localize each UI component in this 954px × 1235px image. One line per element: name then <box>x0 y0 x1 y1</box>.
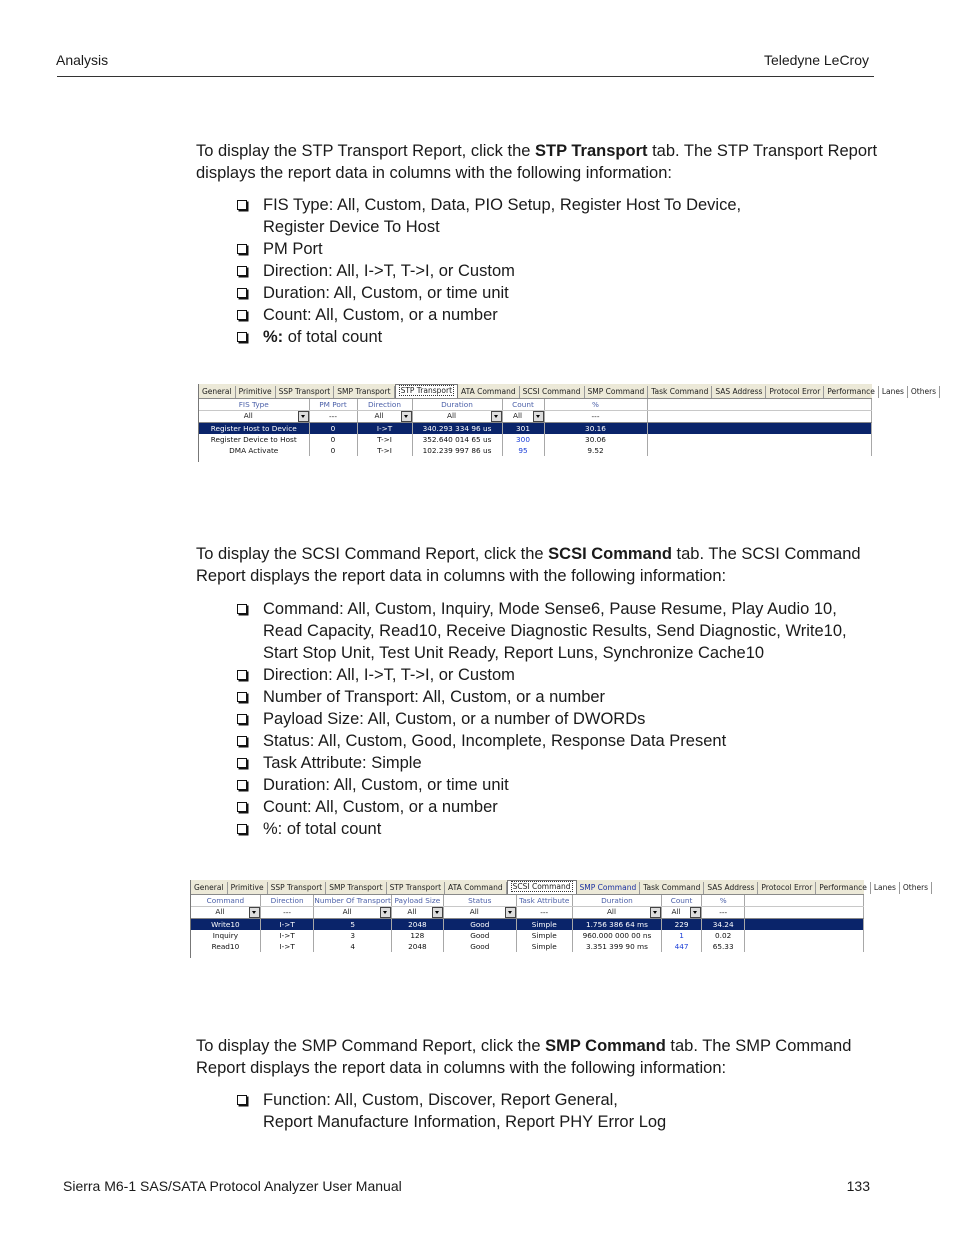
tab-label: Performance <box>819 883 867 892</box>
tab-label: Performance <box>827 387 875 396</box>
cell-text: 30.16 <box>585 424 606 433</box>
cell-text: 3 <box>350 931 355 940</box>
cell-text: 0 <box>330 424 336 433</box>
tab-lanes[interactable] <box>879 386 908 398</box>
tab-smp-command[interactable] <box>577 882 641 894</box>
tab-label: ATA Command <box>448 883 503 892</box>
cell-text: Read10 <box>211 942 240 951</box>
running-header-company: Teledyne LeCroy <box>763 52 869 68</box>
checkbox-bullet-icon <box>237 670 247 680</box>
filter-dropdown-payload-size[interactable] <box>391 907 443 919</box>
table-cell <box>314 930 392 941</box>
column-header-task-attribute[interactable]: Task Attribute <box>516 895 572 907</box>
list-item: Number of Transport: All, Custom, or a number <box>236 686 876 708</box>
cell-text: 1.756 386 64 ms <box>585 920 648 929</box>
filter-value: All <box>512 411 523 420</box>
cell-text: 340.293 334 96 us <box>422 424 492 433</box>
table-cell <box>391 930 443 941</box>
table-cell <box>309 423 357 435</box>
cell-text: 352.640 014 65 us <box>422 435 492 444</box>
tab-others[interactable] <box>900 882 932 894</box>
filter-value: All <box>407 907 417 916</box>
tab-protocol-error[interactable] <box>766 386 824 398</box>
table-cell <box>443 941 516 952</box>
cell-text: 0 <box>330 435 336 444</box>
empty-cell <box>745 919 864 931</box>
column-header-duration[interactable]: Duration <box>412 399 502 411</box>
table-cell <box>191 941 260 952</box>
filter-value: All <box>243 411 253 420</box>
count-link[interactable]: 447 <box>674 942 689 951</box>
tab-primitive[interactable] <box>228 882 268 894</box>
smp-bullet-list <box>236 1089 876 1133</box>
smp-intro-paragraph: To display the SMP Command Report, click the SMP Command tab. The SMP Command Report displays the report data in columns with the following information: <box>196 1037 852 1077</box>
tab-protocol-error[interactable] <box>758 882 816 894</box>
filter-dropdown- <box>701 907 745 919</box>
cell-text: Inquiry <box>212 931 239 940</box>
stp-report-table <box>199 399 872 456</box>
table-cell <box>199 423 309 435</box>
tab-label: STP Transport <box>400 386 453 395</box>
tab-performance[interactable] <box>816 882 871 894</box>
scsi-intro-paragraph: To display the SCSI Command Report, click the SCSI Command tab. The SCSI Command Report displays the report data in columns with the following information: <box>196 545 861 585</box>
filter-dropdown-count[interactable] <box>502 411 544 423</box>
filter-value: --- <box>591 412 600 421</box>
count-link[interactable]: 1 <box>679 931 684 940</box>
table-cell <box>701 930 745 941</box>
column-header-row <box>191 895 864 907</box>
tab-scsi-command[interactable] <box>520 386 585 398</box>
tab-lanes[interactable] <box>871 882 900 894</box>
dropdown-arrow-icon[interactable] <box>505 907 516 918</box>
scsi-bullet-list <box>236 598 876 840</box>
table-cell <box>391 941 443 952</box>
filter-value: All <box>671 907 681 916</box>
table-cell <box>443 919 516 931</box>
column-header-status[interactable]: Status <box>443 895 516 907</box>
table-cell <box>502 434 544 445</box>
list-item: Direction: All, I->T, T->I, or Custom <box>236 260 876 282</box>
table-cell <box>191 919 260 931</box>
count-link[interactable]: 95 <box>518 446 528 455</box>
list-item: Command: All, Custom, Inquiry, Mode Sense6, Pause Resume, Play Audio 10, Read Capacity, Read10, Receive Diagnostic Results, Send Diagnostic, Write10, Start Stop Unit, Test Unit Ready, Report Luns, Synchronize Cache10 <box>236 598 876 664</box>
table-cell <box>502 445 544 456</box>
list-item: Task Attribute: Simple <box>236 752 876 774</box>
count-link[interactable]: 300 <box>516 435 530 444</box>
filter-dropdown-direction <box>260 907 314 919</box>
tab-general[interactable] <box>191 882 228 894</box>
table-cell <box>516 919 572 931</box>
filter-dropdown-command[interactable] <box>191 907 260 919</box>
tab-label: STP Transport <box>389 883 442 892</box>
report-tab-bar <box>191 880 929 895</box>
column-header-direction[interactable]: Direction <box>357 399 412 411</box>
empty-cell <box>647 423 871 435</box>
filter-value: All <box>374 411 384 420</box>
table-cell <box>260 941 314 952</box>
report-tab-bar <box>199 384 937 399</box>
stp-report-screenshot <box>198 384 937 462</box>
cell-text: 2048 <box>408 942 427 951</box>
stp-bullet-list <box>236 194 876 348</box>
column-header-number-of-transport[interactable]: Number Of Transport <box>314 896 391 905</box>
table-cell <box>662 919 702 931</box>
cell-text: 65.33 <box>712 942 734 951</box>
tab-label: ATA Command <box>461 387 516 396</box>
dropdown-arrow-icon[interactable] <box>249 907 260 918</box>
tab-label: SCSI Command <box>522 387 581 396</box>
tab-label: SAS Address <box>707 883 755 892</box>
filter-value: All <box>446 411 457 420</box>
table-cell <box>391 919 443 931</box>
filter-value: All <box>469 907 479 916</box>
filter-value: All <box>342 907 352 916</box>
dropdown-arrow-icon[interactable] <box>298 411 309 422</box>
cell-text: T->I <box>377 435 392 444</box>
checkbox-bullet-icon <box>237 714 247 724</box>
filter-dropdown-duration[interactable] <box>412 411 502 423</box>
tab-task-command[interactable] <box>648 386 712 398</box>
table-cell <box>191 930 260 941</box>
tab-label: Protocol Error <box>769 387 821 396</box>
tab-performance[interactable] <box>824 386 879 398</box>
tab-label: Task Command <box>651 387 709 396</box>
checkbox-bullet-icon <box>237 692 247 702</box>
filter-dropdown-status[interactable] <box>443 907 516 919</box>
tab-label: SSP Transport <box>270 883 323 892</box>
checkbox-bullet-icon <box>237 780 247 790</box>
tab-label: Primitive <box>230 883 264 892</box>
dropdown-arrow-icon[interactable] <box>650 907 661 918</box>
cell-text: 0.02 <box>715 931 732 940</box>
dropdown-arrow-icon[interactable] <box>491 411 502 422</box>
empty-cell <box>745 907 864 919</box>
tab-label: General <box>202 387 232 396</box>
cell-text: Good <box>470 942 490 951</box>
table-row[interactable] <box>199 423 871 435</box>
cell-text: 128 <box>410 931 425 940</box>
footer-manual-title: Sierra M6-1 SAS/SATA Protocol Analyzer User Manual <box>63 1178 402 1194</box>
cell-text: 2048 <box>408 920 427 929</box>
table-cell <box>199 445 309 456</box>
tab-label: Others <box>910 387 937 396</box>
table-cell <box>701 941 745 952</box>
table-cell <box>544 445 647 456</box>
dropdown-arrow-icon[interactable] <box>380 907 391 918</box>
tab-label: General <box>194 883 224 892</box>
checkbox-bullet-icon <box>237 758 247 768</box>
table-cell <box>357 445 412 456</box>
tab-label: SMP Command <box>579 883 637 892</box>
table-row[interactable] <box>191 919 864 931</box>
table-cell <box>572 919 662 931</box>
table-cell <box>412 445 502 456</box>
tab-smp-transport[interactable] <box>334 386 394 398</box>
filter-value: --- <box>283 908 292 917</box>
list-item: %: of total count <box>236 326 876 348</box>
empty-cell <box>745 941 864 952</box>
cell-text: Write10 <box>211 920 240 929</box>
tab-stp-transport[interactable] <box>395 384 458 398</box>
tab-stp-transport[interactable] <box>387 882 445 894</box>
cell-text: 0 <box>330 446 336 455</box>
tab-label: SMP Transport <box>329 883 383 892</box>
list-item: Count: All, Custom, or a number <box>236 304 876 326</box>
dropdown-arrow-icon[interactable] <box>690 907 701 918</box>
column-header-[interactable]: % <box>701 895 745 907</box>
table-cell <box>309 445 357 456</box>
table-row[interactable] <box>199 445 871 456</box>
filter-dropdown-duration[interactable] <box>572 907 662 919</box>
tab-sas-address[interactable] <box>704 882 758 894</box>
dropdown-arrow-icon[interactable] <box>432 907 443 918</box>
table-cell <box>314 941 392 952</box>
checkbox-bullet-icon <box>237 604 247 614</box>
tab-ata-command[interactable] <box>445 882 507 894</box>
cell-text: Good <box>470 931 490 940</box>
column-header-duration[interactable]: Duration <box>572 895 662 907</box>
list-item: Count: All, Custom, or a number <box>236 796 876 818</box>
count-link[interactable]: 229 <box>674 920 689 929</box>
cell-text: Good <box>470 920 490 929</box>
filter-row <box>191 907 864 919</box>
list-item: Duration: All, Custom, or time unit <box>236 774 876 796</box>
list-item: Status: All, Custom, Good, Incomplete, Response Data Present <box>236 730 876 752</box>
cell-text: 960.000 000 00 ns <box>582 931 652 940</box>
table-cell <box>412 423 502 435</box>
filter-dropdown-number-of-transport[interactable] <box>314 907 392 919</box>
scsi-report-screenshot <box>190 880 929 958</box>
list-item: Direction: All, I->T, T->I, or Custom <box>236 664 876 686</box>
filter-dropdown-fis-type[interactable] <box>199 411 309 423</box>
column-header-count[interactable]: Count <box>502 399 544 411</box>
list-item: PM Port <box>236 238 876 260</box>
column-header-command[interactable]: Command <box>191 895 260 907</box>
tab-label: SMP Command <box>587 387 645 396</box>
tab-ssp-transport[interactable] <box>268 882 327 894</box>
tab-label: Protocol Error <box>761 883 813 892</box>
checkbox-bullet-icon <box>237 802 247 812</box>
filter-dropdown-direction[interactable] <box>357 411 412 423</box>
column-header-count[interactable]: Count <box>662 895 702 907</box>
tab-smp-command[interactable] <box>585 386 649 398</box>
header-rule <box>57 76 874 77</box>
table-cell <box>357 434 412 445</box>
tab-label: Primitive <box>238 387 272 396</box>
list-item: FIS Type: All, Custom, Data, PIO Setup, Register Host To Device, Register Device To Host <box>236 194 876 238</box>
tab-others[interactable] <box>908 386 940 398</box>
cell-text: Register Host to Device <box>210 424 297 433</box>
cell-text: 102.239 997 86 us <box>422 446 492 455</box>
table-cell <box>516 930 572 941</box>
column-header-direction[interactable]: Direction <box>260 895 314 907</box>
column-header-payload-size[interactable]: Payload Size <box>391 895 443 907</box>
column-header-row <box>199 399 871 411</box>
tab-label: SCSI Command <box>512 882 571 891</box>
filter-row <box>199 411 871 423</box>
table-cell <box>309 434 357 445</box>
tab-ssp-transport[interactable] <box>276 386 335 398</box>
dropdown-arrow-icon[interactable] <box>401 411 412 422</box>
count-link[interactable]: 301 <box>516 424 530 433</box>
cell-text: I->T <box>279 931 295 940</box>
tab-label: Task Command <box>643 883 701 892</box>
cell-text: 34.24 <box>712 920 734 929</box>
empty-cell <box>647 411 871 423</box>
empty-cell <box>745 895 864 907</box>
checkbox-bullet-icon <box>237 332 247 342</box>
tab-label: Lanes <box>873 883 896 892</box>
tab-label: Others <box>902 883 929 892</box>
tab-label: Lanes <box>881 387 904 396</box>
table-cell <box>662 941 702 952</box>
table-row[interactable] <box>191 941 864 952</box>
tab-label: SMP Transport <box>337 387 391 396</box>
table-row[interactable] <box>199 434 871 445</box>
cell-text: 9.52 <box>587 446 604 455</box>
running-header-section: Analysis <box>56 52 109 68</box>
cell-text: T->I <box>377 446 392 455</box>
list-item: Payload Size: All, Custom, or a number of DWORDs <box>236 708 876 730</box>
table-cell <box>260 930 314 941</box>
cell-text: 5 <box>350 920 355 929</box>
table-cell <box>314 919 392 931</box>
dropdown-arrow-icon[interactable] <box>533 411 544 422</box>
table-cell <box>544 423 647 435</box>
table-row[interactable] <box>191 930 864 941</box>
filter-value: All <box>215 907 225 916</box>
cell-text: Register Device to Host <box>210 435 297 444</box>
table-cell <box>544 434 647 445</box>
table-cell <box>260 919 314 931</box>
column-header-fis-type[interactable]: FIS Type <box>199 399 309 411</box>
cell-text: 3.351 399 90 ms <box>585 942 648 951</box>
cell-text: 30.06 <box>585 435 606 444</box>
list-item: Function: All, Custom, Discover, Report General, Report Manufacture Information, Report PHY Error Log <box>236 1089 876 1133</box>
filter-value: --- <box>719 908 728 917</box>
filter-dropdown-pm-port <box>309 411 357 423</box>
checkbox-bullet-icon <box>237 244 247 254</box>
checkbox-bullet-icon <box>237 266 247 276</box>
cell-text: I->T <box>279 920 295 929</box>
page-number: 133 <box>846 1178 870 1194</box>
column-header-pm-port[interactable]: PM Port <box>309 399 357 411</box>
filter-dropdown- <box>544 411 647 423</box>
tab-ata-command[interactable] <box>458 386 520 398</box>
table-cell <box>443 930 516 941</box>
cell-text: Simple <box>531 920 557 929</box>
checkbox-bullet-icon <box>237 736 247 746</box>
tab-scsi-command[interactable] <box>507 880 577 894</box>
table-cell <box>502 423 544 435</box>
cell-text: Simple <box>531 942 557 951</box>
table-cell <box>516 941 572 952</box>
tab-label: SAS Address <box>715 387 763 396</box>
stp-intro-paragraph: To display the STP Transport Report, click the STP Transport tab. The STP Transport Report displays the report data in columns with the following information: <box>196 142 878 182</box>
filter-value: All <box>606 907 616 916</box>
empty-cell <box>647 445 871 456</box>
cell-text: DMA Activate <box>229 446 279 455</box>
empty-cell <box>647 399 871 411</box>
cell-text: I->T <box>279 942 295 951</box>
cell-text: 4 <box>350 942 355 951</box>
filter-dropdown-count[interactable] <box>662 907 702 919</box>
tab-smp-transport[interactable] <box>326 882 386 894</box>
table-cell <box>701 919 745 931</box>
list-item: Duration: All, Custom, or time unit <box>236 282 876 304</box>
table-cell <box>357 423 412 435</box>
tab-primitive[interactable] <box>236 386 276 398</box>
cell-text: I->T <box>376 424 393 433</box>
scsi-report-table <box>191 895 864 952</box>
table-cell <box>199 434 309 445</box>
tab-sas-address[interactable] <box>712 386 766 398</box>
checkbox-bullet-icon <box>237 1095 247 1105</box>
cell-text: Simple <box>531 931 557 940</box>
empty-cell <box>745 930 864 941</box>
tab-task-command[interactable] <box>640 882 704 894</box>
tab-general[interactable] <box>199 386 236 398</box>
table-cell <box>412 434 502 445</box>
checkbox-bullet-icon <box>237 200 247 210</box>
table-cell <box>662 930 702 941</box>
list-item: %: of total count <box>236 818 876 840</box>
table-cell <box>572 941 662 952</box>
checkbox-bullet-icon <box>237 288 247 298</box>
filter-value: --- <box>540 908 549 917</box>
tab-label: SSP Transport <box>278 387 331 396</box>
checkbox-bullet-icon <box>237 310 247 320</box>
table-cell <box>572 930 662 941</box>
empty-cell <box>647 434 871 445</box>
column-header-[interactable]: % <box>544 399 647 411</box>
filter-dropdown-task-attribute <box>516 907 572 919</box>
filter-value: --- <box>329 412 337 421</box>
checkbox-bullet-icon <box>237 824 247 834</box>
